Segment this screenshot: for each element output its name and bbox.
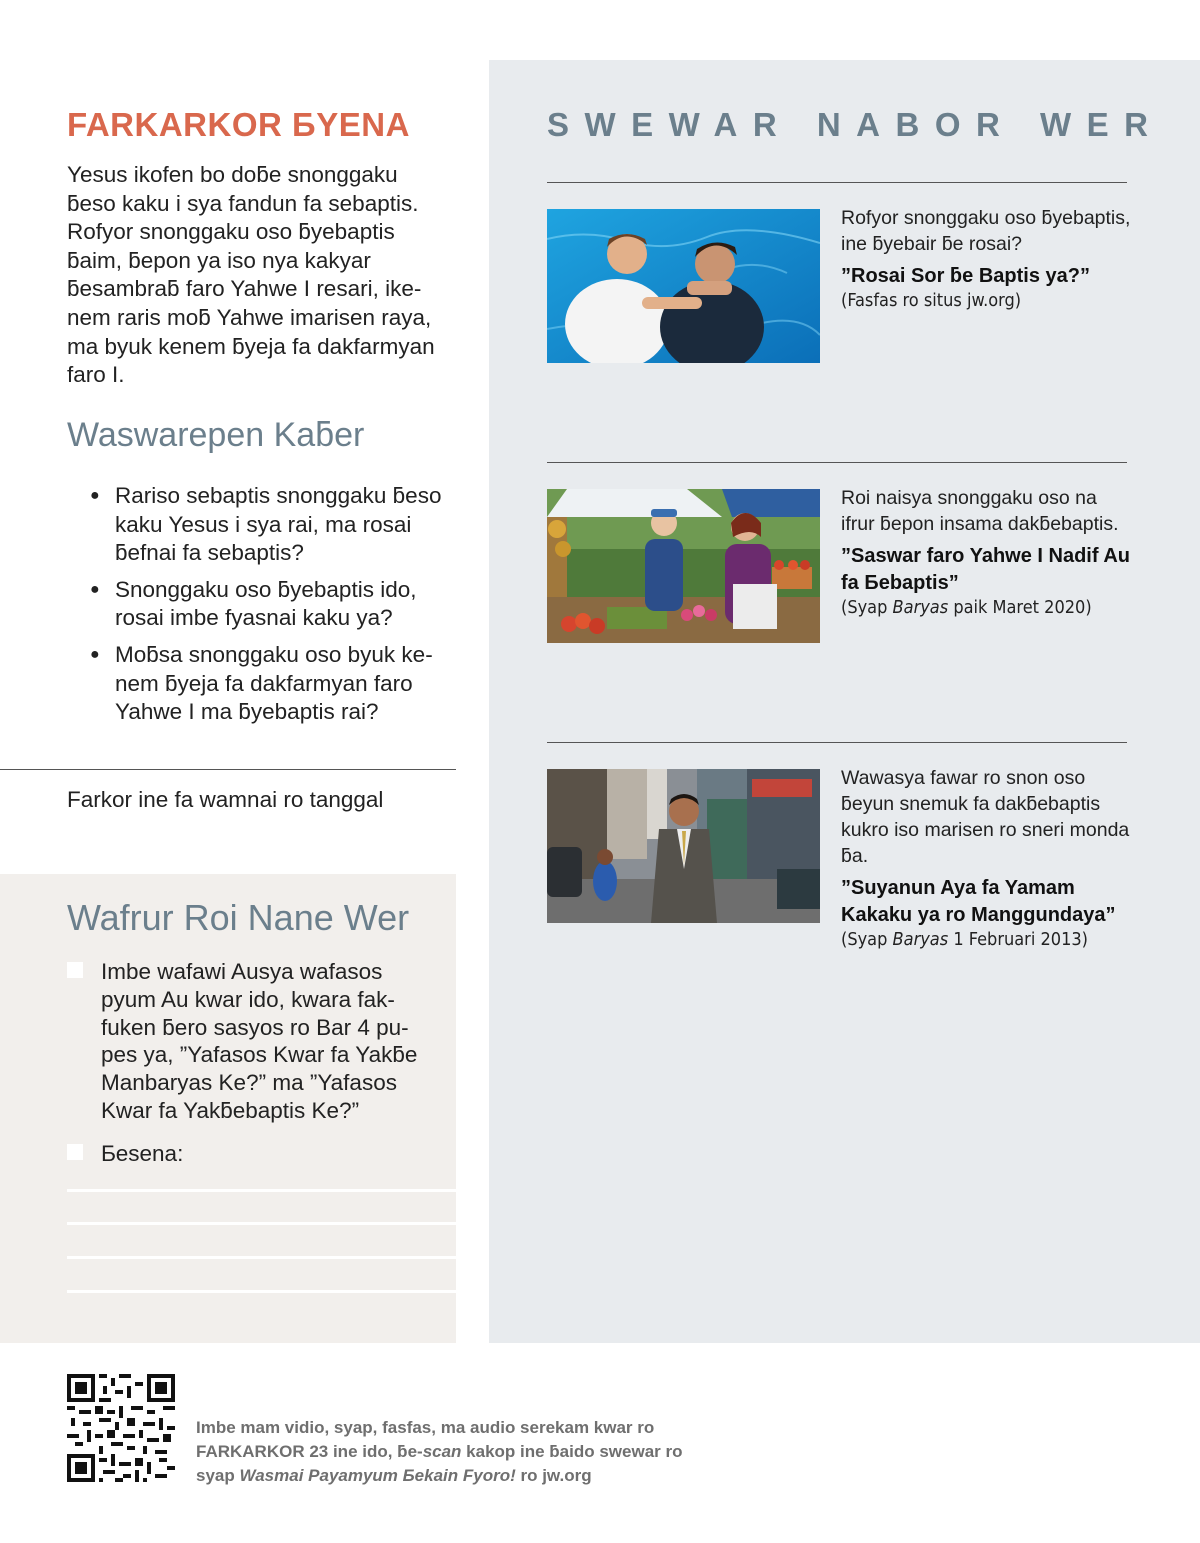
resource-source: (Fasfas ro situs jw.org): [841, 290, 1022, 311]
resource-source: (Syap Baryas paik Maret 2020): [841, 597, 1092, 618]
resource-title[interactable]: ”Suyanun Aya fa Yamam Kakaku ya ro Manggundaya”: [841, 877, 1116, 926]
baptism-photo[interactable]: [547, 209, 820, 363]
goals-title: Wafrur Roi Nane Wer: [67, 897, 410, 938]
resource-card: [841, 765, 1133, 951]
explore-title: SWEWAR NABOR WER: [547, 106, 1164, 143]
review-title: Waswarepen Kaƃer: [67, 416, 365, 454]
resource-divider: [547, 462, 1127, 463]
resource-description: Rofyor snonggaku oso ƃyebaptis, ine ƃyebair ƃe rosai?: [841, 207, 1131, 255]
review-question: ● Rariso sebaptis snonggaku ƃeso kaku Yesus i sya rai, ma rosai ƃefnai fa sebaptis?: [88, 482, 448, 568]
footer-note: Imbe mam vidio, syap, fasfas, ma audio serekam kwar ro FARKARKOR 23 ine ido, ƃe-scan kakop ine ƃaido swewar ro syap Wasmai Payamyum Ƃekain Fyoro! ro jw.org: [196, 1418, 683, 1485]
resource-card: [841, 205, 1133, 312]
market-photo[interactable]: [547, 489, 820, 643]
goal-text: Ƃesena:: [101, 1141, 184, 1166]
resource-source: (Syap Baryas 1 Februari 2013): [841, 929, 1088, 950]
resource-description: Roi naisya snonggaku oso na ifrur ƃepon insama dakƃebaptis.: [841, 487, 1119, 535]
writing-line[interactable]: [67, 1222, 456, 1225]
writing-line[interactable]: [67, 1256, 456, 1259]
review-question: ● Moƃsa snonggaku oso byuk kenem ƃyeja fa dakfarmyan faro Yahwe I ma ƃyebaptis rai?: [88, 641, 448, 727]
resource-title[interactable]: ”Rosai Sor ƃe Baptis ya?”: [841, 265, 1090, 287]
writing-line[interactable]: [67, 1189, 456, 1192]
section-divider: [0, 769, 456, 770]
goal-item: [67, 1140, 427, 1168]
goal-text: Imbe wafawi Ausya wafasos pyum Au kwar ido, kwara fakfuken ƃero sasyos ro Bar 4 pupes ya, ”Yafasos Kwar fa Yakƃe Manbaryas Ke?” ma ”Yafasos Kwar fa Yakƃebaptis Ke?”: [101, 959, 418, 1123]
summary-text: Yesus ikofen bo doƃe snonggaku ƃeso kaku i sya fandun fa sebaptis. Rofyor snonggaku oso ƃyebaptis ƃaim, ƃepon ya iso nya kakyar ƃesambraƃ faro Yahwe I resari, ikenem raris moƃ Yahwe imarisen raya, ma byuk kenem ƃyeja fa dakfarmyan faro I.: [67, 162, 435, 388]
resource-card: [841, 485, 1133, 619]
writing-line[interactable]: [67, 1290, 456, 1293]
review-list: [88, 482, 448, 735]
resource-divider: [547, 742, 1127, 743]
city-photo[interactable]: [547, 769, 820, 923]
goal-item: [67, 958, 427, 1125]
goal-checkbox[interactable]: [67, 962, 83, 978]
review-question: ● Snonggaku oso ƃyebaptis ido, rosai imbe fyasnai kaku ya?: [88, 576, 448, 633]
resource-divider: [547, 182, 1127, 183]
resource-description: Wawasya fawar ro snon oso ƃeyun snemuk fa dakƃebaptis kukro iso marisen ro sneri monda ƃa.: [841, 767, 1130, 867]
goal-checkbox[interactable]: [67, 1144, 83, 1160]
date-label: Farkor ine fa wamnai ro tanggal: [67, 787, 384, 812]
resource-title[interactable]: ”Saswar faro Yahwe I Nadif Au fa Ƃebaptis”: [841, 545, 1130, 594]
qr-code-icon[interactable]: [67, 1374, 175, 1482]
summary-title: FARKARKOR ƂYENA: [67, 106, 410, 143]
